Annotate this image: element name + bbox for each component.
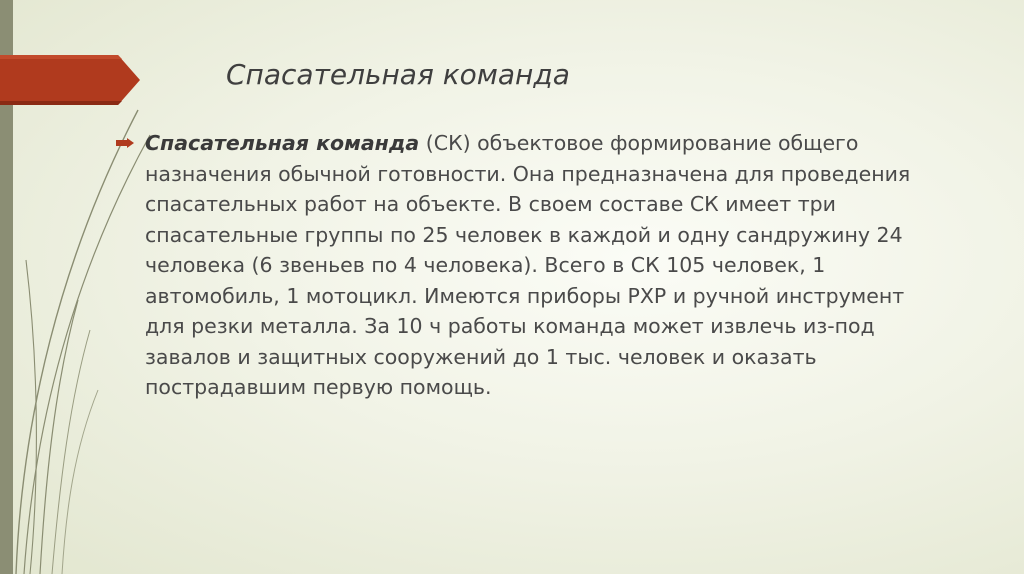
bullet-item	[116, 128, 946, 403]
title-accent-tag	[0, 55, 140, 105]
slide-title: Спасательная команда	[226, 58, 570, 91]
arrow-bullet-icon	[116, 138, 134, 148]
bullet-term: Спасательная команда	[145, 131, 420, 155]
bullet-text: (СК) объектовое формирование общего назначения обычной готовности. Она предназначена для проведения спасательных работ на объекте. В своем составе СК имеет три спасательные группы по 25 человек в каждой и одну сандружину 24 человека (6 звеньев по 4 человека). Всего в СК 105 человек, 1 автомобиль, 1 мотоцикл. Имеются приборы РХР и ручной инструмент для резки металла. За 10 ч работы команда может извлечь из-под завалов и защитных сооружений до 1 тыс. человек и оказать пострадавшим первую помощь.	[145, 131, 911, 399]
bullet-list	[116, 128, 946, 403]
